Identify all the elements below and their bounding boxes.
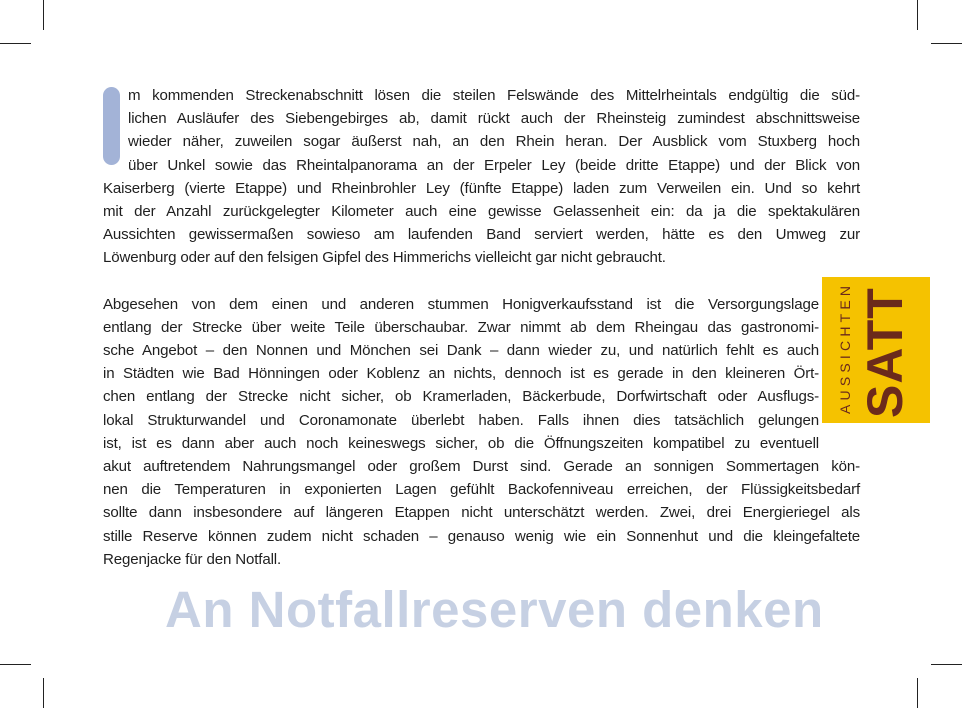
crop-mark-top-right-v [917,0,918,30]
crop-mark-top-left-v [43,0,44,30]
paragraph-1-line: lichen Ausläufer des Siebengebirges ab, damit rückt auch der Rheinsteig zumindest abschnittsweise [128,110,860,128]
paragraph-1 [103,84,860,270]
paragraph-2-upper [103,293,819,455]
crop-mark-top-right-h [931,43,962,44]
crop-mark-bottom-right-v [917,678,918,708]
crop-mark-top-left-h [0,43,31,44]
section-headline: An Notfallreserven denken [165,581,824,638]
paragraph-1-line: Löwenburg oder auf den felsigen Gipfel des Himmerichs vielleicht gar nicht gebraucht. [103,249,666,267]
paragraph-2-line: Abgesehen von dem einen und anderen stummen Honigverkaufsstand ist die Versorgungslage [103,295,819,313]
crop-mark-bottom-left-v [43,678,44,708]
paragraph-2-line: sche Angebot – den Nonnen und Mönchen sei Dank – dann wieder zu, und natürlich fehlt es auch [103,342,819,360]
paragraph-2-line: nen die Temperaturen in exponierten Lagen gefühlt Backofenniveau erreichen, der Flüssigkeitsbedarf [103,481,860,499]
paragraph-1-line: m kommenden Streckenabschnitt lösen die steilen Felswände des Mittelrheintals endgültig die süd- [128,87,860,104]
dropcap-letter-i [103,87,120,165]
paragraph-2-line: lokal Strukturwandel und Coronamonate überlebt haben. Falls ihnen dies tatsächlich gelungen [103,411,819,429]
body-text [103,84,860,571]
tag-small-label: AUSSICHTEN [837,281,853,414]
paragraph-1-line: Kaiserberg (vierte Etappe) und Rheinbrohler Ley (fünfte Etappe) laden zum Verweilen ein. Und so kehrt [103,179,860,197]
paragraph-2-lower [103,455,860,571]
paragraph-1-line: Aussichten gewissermaßen sowieso am laufenden Band serviert werden, hätte es den Umweg zur [103,226,860,244]
paragraph-1-line: mit der Anzahl zurückgelegter Kilometer auch eine gewisse Gelassenheit ein: da ja die spektakulären [103,203,860,221]
paragraph-2-line: chen entlang der Strecke nicht sicher, ob Kramerladen, Bäckerbude, Dorfwirtschaft oder Ausflugs- [103,388,819,406]
paragraph-2-line: akut auftretendem Nahrungsmangel oder großem Durst sind. Gerade an sonnigen Sommertagen kön- [103,458,860,476]
paragraph-1-line: wieder näher, zuweilen sogar äußerst nah, an den Rhein heran. Der Ausblick vom Stuxberg hoch [128,133,860,151]
crop-mark-bottom-right-h [931,664,962,665]
tag-big-label: SATT [857,287,913,418]
crop-mark-bottom-left-h [0,664,31,665]
paragraph-2-line: in Städten wie Bad Hönningen oder Koblenz an nichts, dennoch ist es gerade in den kleineren Ört- [103,365,819,383]
paragraph-2-line: entlang der Strecke über weite Teile überschaubar. Zwar nimmt ab dem Rheingau das gastronomi- [103,318,819,336]
paragraph-2-line: sollte dann insbesondere auf längeren Etappen nicht unterschätzt werden. Zwei, drei Energieriegel als [103,504,860,522]
paragraph-1-line: über Unkel sowie das Rheintalpanorama an der Erpeler Ley (beide dritte Etappe) und der Blick von [128,156,860,174]
paragraph-2-line: stille Reserve können zudem nicht schaden – genauso wenig wie ein Sonnenhut und die kleingefaltete [103,527,860,545]
paragraph-2-line: ist, ist es dann aber auch noch keineswegs sicher, ob die Öffnungszeiten kompatibel zu eventuell [103,434,819,452]
paragraph-2-line: Regenjacke für den Notfall. [103,550,282,568]
